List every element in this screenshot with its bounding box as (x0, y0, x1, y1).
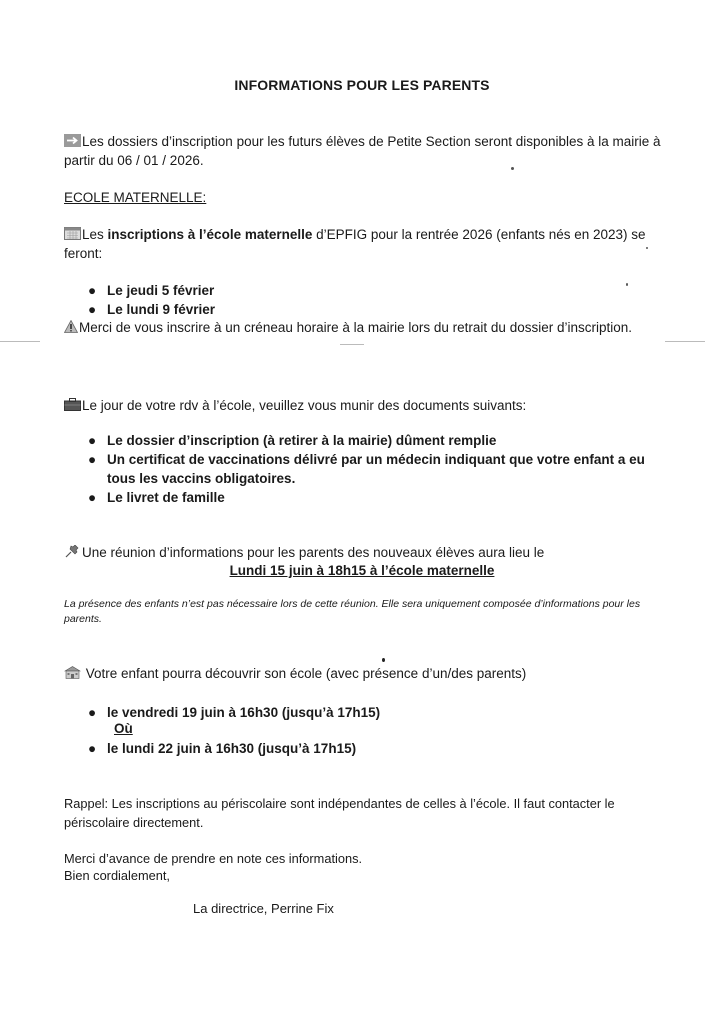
section-heading: ECOLE MATERNELLE: (64, 190, 207, 205)
documents-intro-text: Le jour de votre rdv à l’école, veuillez vous munir des documents suivants: (82, 398, 527, 413)
list-item: ● Le dossier d’inscription (à retirer à la mairie) dûment remplie (88, 433, 497, 448)
briefcase-icon (64, 398, 81, 411)
intro-text: Les dossiers d’inscription pour les futurs élèves de Petite Section seront disponibles à la mairie à partir du 06 / 01 / 2026. (64, 134, 661, 168)
scan-speck (626, 283, 628, 286)
documents-intro (64, 396, 664, 415)
inscriptions-suffix: d’EPFIG pour la rentrée 2026 (enfants nés en 2023) se feront: (64, 227, 646, 261)
pushpin-icon (64, 545, 81, 558)
reunion-note: La présence des enfants n’est pas nécessaire lors de cette réunion. Elle sera uniquement composée d’informations pour les parents. (64, 598, 641, 625)
warning-text: Merci de vous inscrire à un créneau horaire à la mairie lors du retrait du dossier d’inscription. (79, 320, 632, 335)
scan-speck (646, 247, 648, 249)
scan-line (0, 341, 40, 342)
reunion-text: Une réunion d’informations pour les parents des nouveaux élèves aura lieu le (82, 545, 545, 560)
inscriptions-bold: inscriptions à l’école maternelle (107, 227, 313, 242)
warning-icon (64, 320, 78, 333)
scan-line (665, 341, 705, 342)
documents-list (88, 431, 658, 507)
decouverte-text: Votre enfant pourra découvrir son école (avec présence d’un/des parents) (82, 666, 527, 681)
page-title: INFORMATIONS POUR LES PARENTS (234, 77, 490, 93)
rappel-paragraph: Rappel: Les inscriptions au périscolaire sont indépendantes de celles à l’école. Il faut contacter le périscolaire directement. (64, 796, 615, 830)
closing-line-2: Bien cordialement, (64, 868, 170, 883)
intro-paragraph (64, 132, 664, 170)
decouverte-option-2 (88, 739, 356, 758)
arrow-right-icon (64, 134, 81, 147)
inscriptions-prefix: Les (82, 227, 108, 242)
school-icon (64, 666, 81, 679)
decouverte-paragraph (64, 664, 664, 683)
scan-speck (511, 167, 514, 170)
reunion-paragraph (64, 543, 664, 562)
list-item: ● Le livret de famille (88, 490, 225, 505)
list-item: ● le lundi 22 juin à 16h30 (jusqu’à 17h15) (88, 741, 357, 756)
scan-line (340, 344, 364, 345)
inscriptions-paragraph (64, 225, 664, 263)
calendar-icon (64, 227, 81, 240)
list-item: ● Le lundi 9 février (88, 302, 216, 317)
closing-line-1: Merci d’avance de prendre en note ces informations. (64, 851, 363, 866)
or-label: Où (114, 721, 133, 736)
signature: La directrice, Perrine Fix (193, 901, 334, 916)
inscription-dates-list (88, 281, 215, 319)
scan-speck (382, 658, 385, 662)
list-item: ● le vendredi 19 juin à 16h30 (jusqu’à 17h15) (88, 705, 381, 720)
reunion-date: Lundi 15 juin à 18h15 à l’école maternelle (229, 563, 495, 578)
list-item: ● Un certificat de vaccinations délivré par un médecin indiquant que votre enfant a eu tous les vaccins obligatoires. (88, 452, 645, 486)
decouverte-option-1 (88, 703, 380, 722)
warning-paragraph (64, 318, 664, 337)
list-item: ● Le jeudi 5 février (88, 283, 215, 298)
